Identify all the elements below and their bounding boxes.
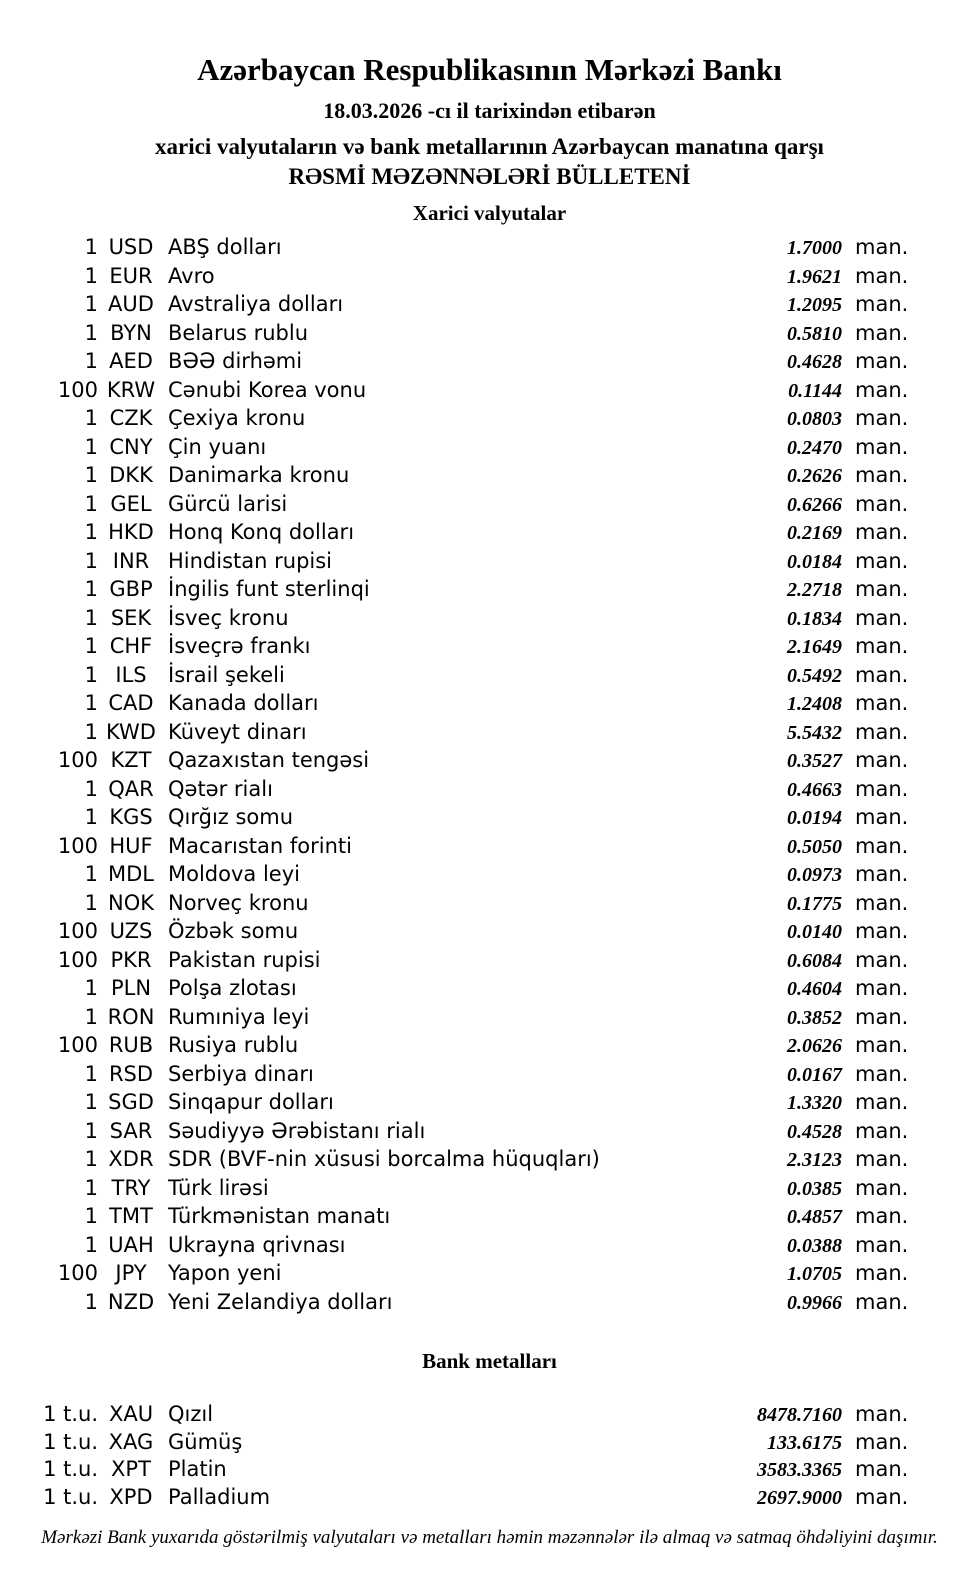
currency-name: Yeni Zelandiya dolları [168,1289,393,1314]
currency-code: DKK [109,463,153,487]
currency-row [0,775,908,804]
currency-unit: man. [855,377,909,402]
currency-rate: 0.6266 [787,493,842,516]
currency-quantity: 1 [84,520,98,544]
currency-name: Avro [168,263,215,288]
currency-name: Moldova leyi [168,862,300,886]
currency-name: Türkmənistan manatı [168,1204,391,1228]
metal-quantity: 1 t.u. [43,1402,98,1426]
currency-row [0,946,908,975]
currency-code: PLN [110,976,152,1000]
currency-row [0,1117,908,1146]
currency-rate: 0.0973 [787,864,842,886]
bulletin-title: RƏSMİ MƏZƏNNƏLƏRİ BÜLLETENİ [288,164,691,189]
currency-unit: man. [855,1090,909,1114]
currency-name: Gürcü larisi [168,491,288,516]
currency-code: GBP [109,577,153,601]
currency-quantity: 1 [84,805,98,829]
currency-name: İngilis funt sterlinqi [168,577,370,601]
currency-code: CNY [109,434,153,459]
currency-quantity: 1 [84,1118,98,1143]
currency-name: Kanada dolları [168,691,319,715]
currency-quantity: 100 [57,947,98,972]
currency-name: Danimarka kronu [168,463,350,487]
metal-name: Platin [168,1457,227,1481]
currency-rate: 0.5810 [787,322,842,345]
currency-unit: man. [855,1033,909,1057]
currency-row [0,1088,908,1117]
currency-unit: man. [855,1118,909,1143]
metal-rate: 133.6175 [767,1431,842,1454]
currency-row [0,604,908,633]
currency-rate: 2.3123 [787,1149,842,1171]
currency-row [0,917,908,946]
effective-date: 18.03.2026 -cı il tarixindən etibarən [323,98,656,123]
currency-rate: 0.4857 [787,1206,842,1228]
currency-rate: 0.0184 [787,550,842,573]
currency-row [0,290,908,319]
currency-name: Hindistan rupisi [168,548,333,573]
currency-rate: 1.7000 [787,237,842,259]
metal-row [0,1456,908,1484]
currency-quantity: 1 [84,719,98,744]
currency-quantity: 100 [57,919,98,943]
currency-code: HKD [108,520,154,544]
metal-row [0,1401,908,1429]
currency-row [0,319,908,348]
currency-quantity: 1 [84,434,98,459]
currency-code: BYN [110,320,152,345]
currency-rate: 0.2470 [787,436,842,459]
currency-unit: man. [855,976,909,1000]
currency-row [0,575,908,604]
metal-unit: man. [855,1402,909,1426]
currency-row [0,547,908,576]
currency-row [0,632,908,661]
currency-unit: man. [855,1261,909,1285]
currency-unit: man. [855,520,909,544]
currency-rate: 0.1834 [787,607,842,630]
currency-unit: man. [855,1232,909,1257]
currency-unit: man. [855,320,909,345]
currency-unit: man. [855,662,909,687]
currency-row [0,262,908,291]
currency-name: Sinqapur dolları [168,1090,334,1114]
currency-rate: 2.2718 [787,579,842,601]
currency-row [0,1060,908,1089]
currency-unit: man. [855,805,909,829]
currency-unit: man. [855,434,909,459]
currency-rate: 0.1144 [788,379,842,402]
currency-rate: 0.4628 [787,351,842,373]
disclaimer-text: Mərkəzi Bank yuxarıda göstərilmiş valyutaları və metalları həmin məzənnələr ilə almaq və satmaq öhdəliyini daşımır. [41,1527,938,1548]
currency-rate: 1.2408 [787,693,842,715]
currency-code: CZK [109,406,153,430]
currency-unit: man. [855,491,909,516]
currency-quantity: 1 [84,349,98,373]
currency-code: TMT [109,1204,153,1228]
currency-row [0,860,908,889]
currency-code: RSD [108,1061,154,1086]
currency-rate: 0.3852 [787,1006,842,1029]
currency-name: Ukrayna qrivnası [168,1232,346,1257]
currency-rate: 0.0140 [787,921,842,943]
currency-quantity: 1 [84,605,98,630]
currency-name: ABŞ dolları [168,235,282,259]
currency-unit: man. [855,235,909,259]
currency-unit: man. [855,577,909,601]
currency-quantity: 1 [84,1289,98,1314]
currency-row [0,1259,908,1288]
currency-rate: 2.1649 [787,636,842,658]
metal-name: Gümüş [168,1429,243,1454]
currency-code: ILS [115,662,147,687]
metal-code: XAU [108,1402,154,1426]
currency-name: Norveç kronu [168,890,309,915]
currency-unit: man. [855,748,909,772]
currency-rate: 0.9966 [787,1291,842,1314]
currency-unit: man. [855,862,909,886]
currency-quantity: 1 [84,577,98,601]
bank-title: Azərbaycan Respublikasının Mərkəzi Bankı [197,52,782,87]
currency-rate: 1.2095 [787,294,842,316]
currency-quantity: 1 [84,406,98,430]
currency-name: Rumıniya leyi [168,1004,310,1029]
metal-code: XPD [109,1484,153,1509]
currency-unit: man. [855,776,909,801]
currency-unit: man. [855,1175,909,1200]
currency-name: Cənubi Korea vonu [168,377,367,402]
currency-row [0,1174,908,1203]
currency-code: TRY [111,1175,151,1200]
metal-code: XPT [111,1457,151,1481]
currency-row [0,832,908,861]
currency-code: KWD [106,719,156,744]
currency-row [0,490,908,519]
currency-row [0,1202,908,1231]
currency-name: Çin yuanı [168,434,267,459]
currency-rate: 0.2626 [787,465,842,487]
currency-quantity: 1 [84,463,98,487]
currency-quantity: 1 [84,691,98,715]
currency-quantity: 100 [57,1261,98,1285]
currency-rate: 0.3527 [787,750,842,772]
currency-name: İsveçrə frankı [168,634,311,658]
currency-code: KGS [109,805,153,829]
currency-rate: 0.4528 [787,1120,842,1143]
currency-rate: 1.9621 [787,265,842,288]
currency-row [0,1031,908,1060]
currency-code: NOK [107,890,154,915]
currency-code: INR [112,548,150,573]
currency-name: Qətər rialı [168,776,273,801]
currency-unit: man. [855,1289,909,1314]
currency-quantity: 1 [84,491,98,516]
metal-row [0,1484,908,1512]
currency-code: JPY [115,1261,147,1285]
currency-name: BƏƏ dirhəmi [168,349,303,373]
currency-row [0,518,908,547]
currency-row [0,746,908,775]
metal-unit: man. [855,1484,909,1509]
currency-quantity: 1 [84,320,98,345]
currency-code: SEK [110,605,152,630]
currency-rate: 0.5492 [787,664,842,687]
currency-unit: man. [855,919,909,943]
currency-name: İsrail şekeli [168,662,285,687]
currency-unit: man. [855,833,909,858]
currency-row [0,889,908,918]
currency-quantity: 1 [84,634,98,658]
currency-row [0,1145,908,1174]
currency-row [0,376,908,405]
currency-unit: man. [855,1061,909,1086]
currency-rate: 0.0194 [787,807,842,829]
currency-row [0,974,908,1003]
currency-name: Səudiyyə Ərəbistanı rialı [168,1118,426,1143]
currency-quantity: 1 [84,776,98,801]
currency-code: UAH [108,1232,154,1257]
currency-name: Macarıstan forinti [168,833,352,858]
currency-unit: man. [855,890,909,915]
currency-name: Türk lirəsi [168,1175,269,1200]
currency-quantity: 1 [84,862,98,886]
currency-name: Belarus rublu [168,320,309,345]
currency-name: Serbiya dinarı [168,1061,314,1086]
currency-code: SGD [108,1090,154,1114]
currency-code: KRW [106,377,156,402]
bulletin-subtitle: xarici valyutaların və bank metallarının Azərbaycan manatına qarşı [155,134,824,159]
currency-rate: 2.0626 [787,1035,842,1057]
currency-row [0,404,908,433]
currency-rate: 0.2169 [787,522,842,544]
currency-code: RUB [108,1033,154,1057]
currency-code: GEL [110,491,152,516]
currency-rate: 1.0705 [787,1263,842,1285]
currency-name: Polşa zlotası [168,976,297,1000]
currency-name: Özbək somu [168,919,299,943]
currency-quantity: 1 [84,662,98,687]
currency-row [0,233,908,262]
currency-code: MDL [108,862,154,886]
currency-code: AUD [108,292,154,316]
currency-code: CAD [108,691,154,715]
currency-quantity: 1 [84,1147,98,1171]
currency-unit: man. [855,634,909,658]
currency-unit: man. [855,406,909,430]
currency-rate: 0.5050 [787,835,842,858]
currency-name: Rusiya rublu [168,1033,299,1057]
currency-quantity: 1 [84,263,98,288]
currency-rate: 0.0385 [787,1177,842,1200]
currency-unit: man. [855,263,909,288]
currency-quantity: 100 [57,833,98,858]
currency-row [0,347,908,376]
currency-quantity: 1 [84,976,98,1000]
currency-rate: 0.1775 [787,892,842,915]
currency-quantity: 100 [57,377,98,402]
currency-unit: man. [855,1147,909,1171]
currency-rate: 0.0803 [787,408,842,430]
currency-name: Pakistan rupisi [168,947,321,972]
metal-name: Palladium [168,1484,271,1509]
metal-code: XAG [108,1429,154,1454]
metal-quantity: 1 t.u. [43,1429,98,1454]
metals-section-title: Bank metalları [422,1349,557,1373]
currency-name: Avstraliya dolları [168,292,344,316]
currency-unit: man. [855,463,909,487]
currency-unit: man. [855,548,909,573]
metal-unit: man. [855,1429,909,1454]
currency-name: Honq Konq dolları [168,520,355,544]
currency-quantity: 1 [84,1232,98,1257]
currency-name: İsveç kronu [168,605,289,630]
metal-quantity: 1 t.u. [43,1457,98,1481]
currency-code: UZS [109,919,153,943]
currency-row [0,661,908,690]
currency-code: EUR [109,263,153,288]
currency-name: Qazaxıstan tengəsi [168,748,370,772]
metal-quantity: 1 t.u. [43,1484,98,1509]
currency-name: Çexiya kronu [168,406,306,430]
currency-unit: man. [855,1004,909,1029]
currency-name: Qırğız somu [168,805,294,829]
currency-code: QAR [108,776,154,801]
currency-name: SDR (BVF-nin xüsusi borcalma hüquqları) [168,1147,600,1171]
currency-row [0,689,908,718]
currency-quantity: 1 [84,235,98,259]
currency-name: Küveyt dinarı [168,719,307,744]
metal-unit: man. [855,1457,909,1481]
currency-quantity: 1 [84,1090,98,1114]
currency-quantity: 1 [84,1204,98,1228]
currency-unit: man. [855,691,909,715]
metals-table [0,1401,908,1511]
metal-row [0,1429,908,1457]
currency-row [0,1231,908,1260]
currency-quantity: 1 [84,548,98,573]
currency-name: Yapon yeni [168,1261,282,1285]
currency-unit: man. [855,349,909,373]
currency-row [0,803,908,832]
currency-quantity: 1 [84,292,98,316]
metal-rate: 3583.3365 [757,1459,842,1481]
currency-code: HUF [109,833,153,858]
currency-code: PKR [110,947,152,972]
currency-code: USD [108,235,154,259]
metal-rate: 8478.7160 [757,1404,842,1426]
currency-row [0,718,908,747]
currency-row [0,1003,908,1032]
currency-rate: 0.4604 [787,978,842,1000]
currency-rate: 1.3320 [787,1092,842,1114]
currency-rate: 0.0167 [787,1063,842,1086]
currency-unit: man. [855,719,909,744]
currency-unit: man. [855,605,909,630]
currency-rate: 5.5432 [787,721,842,744]
currency-unit: man. [855,947,909,972]
currency-rate: 0.4663 [787,778,842,801]
currency-rate: 0.6084 [787,949,842,972]
currency-code: KZT [110,748,152,772]
currency-unit: man. [855,292,909,316]
currency-code: RON [107,1004,155,1029]
currency-row [0,1288,908,1317]
currency-quantity: 1 [84,1175,98,1200]
metal-rate: 2697.9000 [757,1486,842,1509]
currency-row [0,461,908,490]
currency-code: NZD [107,1289,155,1314]
currency-quantity: 1 [84,890,98,915]
currencies-section-title: Xarici valyutalar [412,201,567,225]
currency-quantity: 100 [57,1033,98,1057]
currency-code: AED [109,349,153,373]
currency-code: XDR [108,1147,154,1171]
currency-unit: man. [855,1204,909,1228]
metal-name: Qızıl [168,1402,214,1426]
currency-code: CHF [109,634,153,658]
currency-row [0,433,908,462]
currencies-table [0,233,908,1316]
currency-quantity: 1 [84,1061,98,1086]
currency-quantity: 1 [84,1004,98,1029]
currency-rate: 0.0388 [787,1234,842,1257]
currency-quantity: 100 [57,748,98,772]
currency-code: SAR [109,1118,153,1143]
